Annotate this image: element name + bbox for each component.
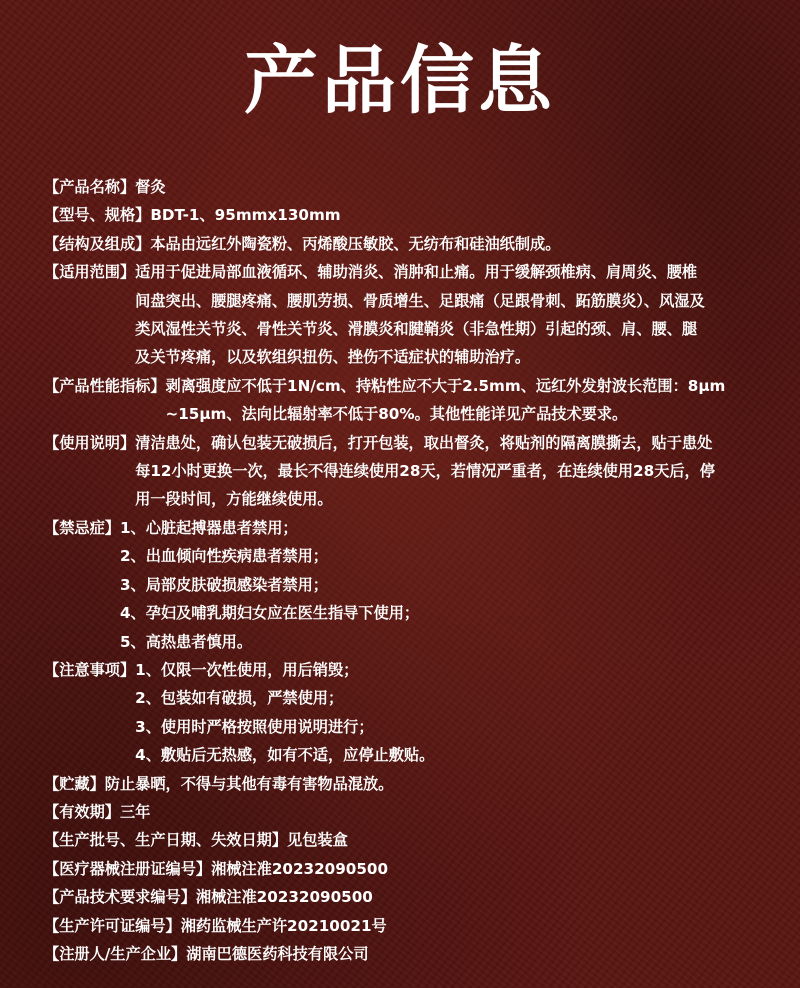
precaution-item: 4、敷贴后无热感，如有不适，应停止敷贴。: [135, 746, 435, 765]
registrant-label: 【注册人/生产企业】: [44, 944, 187, 963]
usage-line: 用一段时间，方能继续使用。: [135, 490, 333, 509]
license-row: [44, 912, 784, 940]
model-label: 【型号、规格】: [44, 206, 151, 225]
usage-line: 每12小时更换一次，最长不得连续使用28天，若情况严重者，在连续使用28天后，停: [135, 462, 715, 481]
license-value: 湘药监械生产许20210021号: [180, 916, 387, 935]
scope-line: 适用于促进局部血液循环、辅助消炎、消肿和止痛。用于缓解颈椎病、肩周炎、腰椎: [135, 263, 698, 282]
precaution-item: 2、包装如有破损，严禁使用；: [135, 689, 344, 708]
registration-value: 湘械注准20232090500: [211, 859, 389, 878]
batch-row: [44, 826, 784, 854]
batch-label: 【生产批号、生产日期、失效日期】: [44, 831, 287, 850]
scope-line: 类风湿性关节炎、骨性关节炎、滑膜炎和腱鞘炎（非急性期）引起的颈、肩、腰、腿: [135, 320, 698, 339]
product-name-row: [44, 173, 784, 201]
performance-line: 剥离强度应不低于1N/cm、持粘性应不大于2.5mm、远红外发射波长范围：8μm: [165, 376, 726, 395]
precaution-item: 1、仅限一次性使用，用后销毁；: [135, 660, 359, 679]
registrant-row: [44, 940, 784, 968]
batch-value: 见包装盒: [287, 831, 348, 850]
storage-label: 【贮藏】: [44, 774, 105, 793]
contraindication-item: 5、高热患者慎用。: [119, 632, 253, 651]
contraindications-list: [120, 514, 419, 656]
precautions-row: [44, 656, 784, 770]
license-label: 【生产许可证编号】: [44, 916, 181, 935]
contraindication-item: 4、孕妇及哺乳期妇女应在医生指导下使用；: [119, 604, 420, 623]
product-name-value: 督灸: [135, 178, 166, 196]
registration-label: 【医疗器械注册证编号】: [44, 859, 212, 878]
structure-row: [44, 230, 784, 258]
validity-value: 三年: [119, 802, 151, 821]
performance-row: [44, 372, 784, 429]
storage-row: [44, 770, 784, 798]
performance-text: [166, 372, 726, 429]
contraindication-item: 1、心脏起搏器患者禁用；: [119, 518, 298, 537]
validity-row: [44, 798, 784, 826]
performance-line: ~15μm、法向比辐射率不低于80%。其他性能详见产品技术要求。: [165, 405, 628, 424]
structure-value: 本品由远红外陶瓷粉、丙烯酸压敏胶、无纺布和硅油纸制成。: [150, 234, 561, 253]
page-title: 产品信息: [244, 38, 556, 124]
tech-requirement-value: 湘械注准20232090500: [195, 888, 373, 907]
registrant-value: 湖南巴德医药科技有限公司: [186, 944, 369, 963]
scope-row: [44, 258, 784, 372]
usage-row: [44, 429, 784, 514]
product-name-label: 【产品名称】: [44, 178, 136, 196]
usage-line: 清洁患处，确认包装无破损后，打开包装，取出督灸，将贴剂的隔离膜撕去，贴于患处: [135, 433, 713, 452]
contraindication-item: 3、局部皮肤破损感染者禁用；: [119, 575, 328, 594]
model-row: [44, 201, 784, 229]
performance-label: 【产品性能指标】: [44, 376, 166, 395]
model-value: BDT-1、95mmx130mm: [150, 206, 341, 225]
scope-text: [135, 258, 705, 372]
structure-label: 【结构及组成】: [44, 234, 151, 253]
contraindications-label: 【禁忌症】: [44, 518, 120, 537]
usage-label: 【使用说明】: [44, 433, 136, 452]
contraindications-row: [44, 514, 784, 656]
scope-line: 间盘突出、腰腿疼痛、腰肌劳损、骨质增生、足跟痛（足跟骨刺、跖筋膜炎）、风湿及: [135, 291, 705, 310]
scope-label: 【适用范围】: [44, 263, 136, 282]
usage-text: [135, 429, 715, 514]
validity-label: 【有效期】: [44, 802, 120, 821]
precautions-list: [135, 656, 434, 770]
scope-line: 及关节疼痛，以及软组织扭伤、挫伤不适症状的辅助治疗。: [135, 348, 530, 367]
precautions-label: 【注意事项】: [44, 660, 136, 679]
contraindication-item: 2、出血倾向性疾病患者禁用；: [119, 547, 328, 566]
precaution-item: 3、使用时严格按照使用说明进行；: [135, 717, 374, 736]
product-info-list: [44, 173, 784, 968]
tech-requirement-row: [44, 883, 784, 911]
storage-value: 防止暴晒，不得与其他有毒有害物品混放。: [104, 774, 394, 793]
tech-requirement-label: 【产品技术要求编号】: [44, 888, 196, 907]
registration-row: [44, 855, 784, 883]
